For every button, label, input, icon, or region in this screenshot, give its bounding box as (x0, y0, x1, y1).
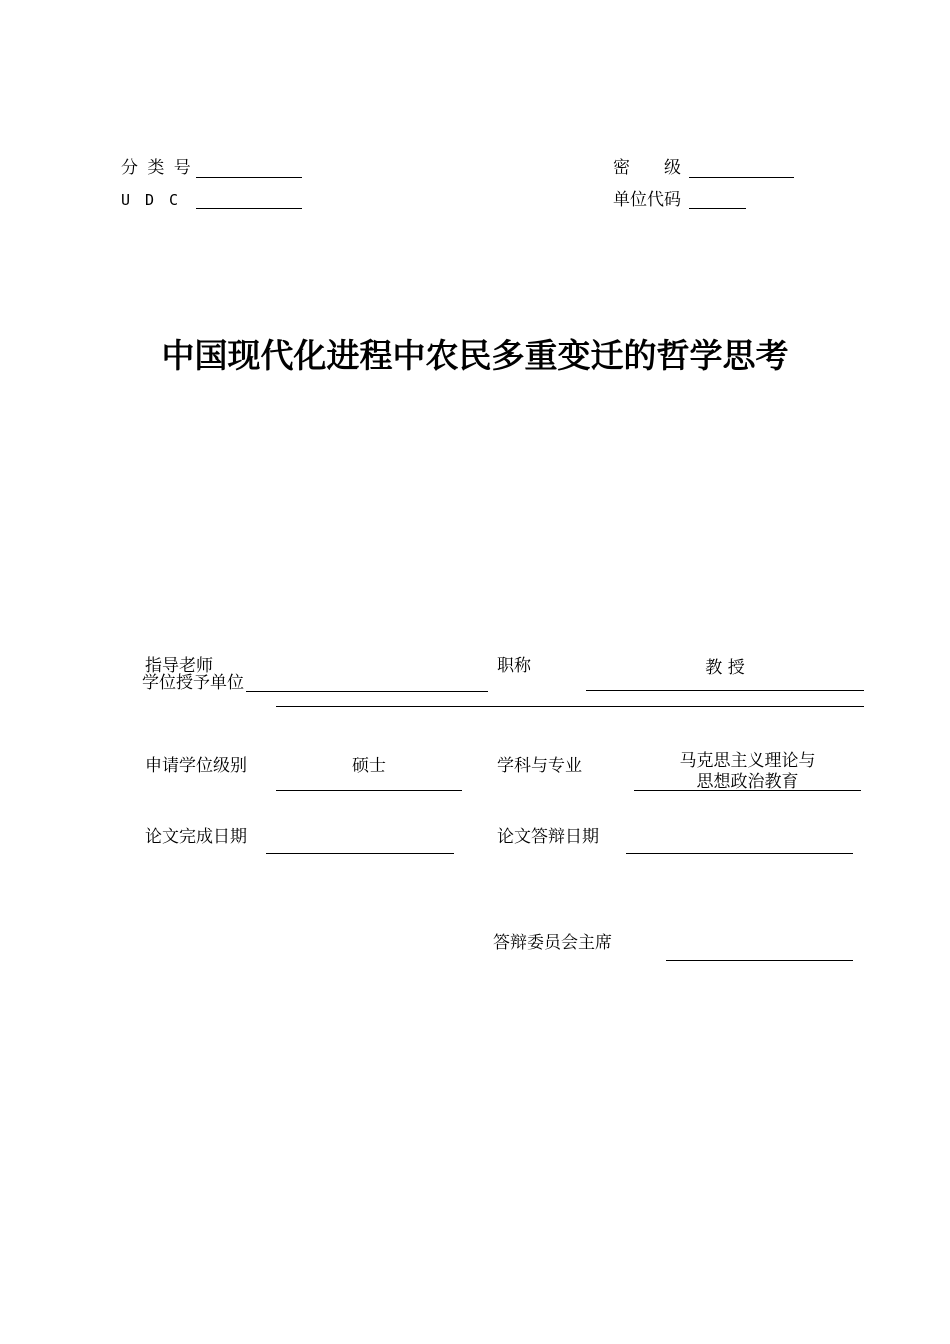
defense-date-label: 论文答辩日期 (497, 827, 599, 847)
degree-level-field[interactable] (276, 790, 462, 791)
unit-code-label: 单位代码 (613, 190, 681, 210)
job-title-field[interactable] (586, 690, 864, 691)
job-title-value: 教 授 (705, 658, 745, 678)
advisor-label: 指导老师 (145, 656, 213, 676)
discipline-value-line1: 马克思主义理论与 (679, 751, 816, 771)
discipline-label: 学科与专业 (497, 756, 582, 776)
secret-level-label: 密 级 (613, 158, 681, 178)
degree-level-value: 硕士 (352, 756, 386, 776)
classification-number-label: 分 类 号 (121, 158, 193, 178)
completion-date-field[interactable] (266, 853, 454, 854)
defense-date-field[interactable] (626, 853, 853, 854)
discipline-field[interactable] (634, 790, 861, 791)
discipline-value-line2: 思想政治教育 (696, 772, 799, 792)
classification-number-field[interactable] (196, 177, 302, 178)
degree-unit-label: 学位授予单位 (142, 673, 244, 693)
udc-label: U D C (121, 191, 179, 209)
committee-chair-field[interactable] (666, 960, 853, 961)
job-title-label: 职称 (497, 656, 531, 676)
degree-unit-field[interactable] (276, 706, 864, 707)
completion-date-label: 论文完成日期 (145, 827, 247, 847)
degree-level-label: 申请学位级别 (145, 756, 247, 776)
udc-field[interactable] (196, 208, 302, 209)
thesis-title: 中国现代化进程中农民多重变迁的哲学思考 (161, 336, 789, 375)
unit-code-field[interactable] (689, 208, 746, 209)
advisor-field[interactable] (246, 691, 488, 692)
secret-level-field[interactable] (689, 177, 794, 178)
committee-chair-label: 答辩委员会主席 (493, 933, 612, 953)
